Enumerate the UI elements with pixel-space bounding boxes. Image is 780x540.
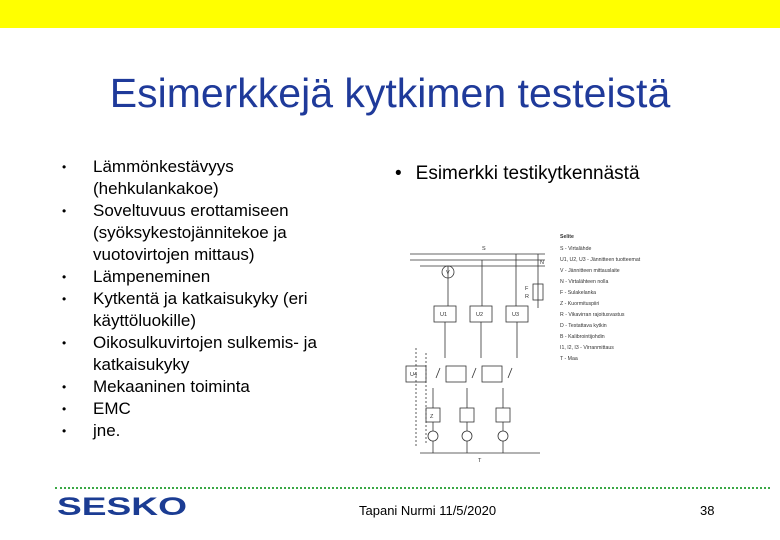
legend-item: Z - Kuormituspiiri [560,301,600,307]
bullet-item: • Lämmönkestävyys (hehkulankakoe) [62,156,347,200]
legend-item: B - Kalibrointijohdin [560,334,605,340]
footer-separator [55,487,770,489]
diagram-label-u4: U4 [410,372,418,378]
diagram-label-d1: U1 [440,312,448,318]
legend-item: I1, I2, I3 - Virranmittaus [560,345,614,351]
slide-title: Esimerkkejä kytkimen testeistä [109,70,671,116]
bullet-list [62,156,347,442]
legend-item: S - Virtalähde [560,246,592,252]
legend-item: V - Jännitteen mittauslaite [560,268,620,274]
bullet-item: • Oikosulkuvirtojen sulkemis- ja katkaisukyky [62,332,347,376]
logo-text: SESKO [57,494,187,518]
diagram-label-z: Z [430,414,434,420]
top-accent-bar [0,0,780,28]
legend-item: F - Sulakelanka [560,290,597,296]
bullet-item: • Kytkentä ja katkaisukyky (eri käyttöluokille) [62,288,347,332]
diagram-label-s: S [482,246,486,252]
right-heading-text: Esimerkki testikytkennästä [415,163,640,184]
page-number: 38 [700,503,715,518]
bullet-item: • Mekaaninen toiminta [62,376,347,398]
legend-item: U1, U2, U3 - Jännitteen tuotteemat [560,257,641,263]
diagram-label-n: N [540,260,544,266]
sesko-logo [57,494,189,518]
legend-item: D - Testattava kytkin [560,323,607,329]
footer-author-date: Tapani Nurmi 11/5/2020 [359,503,497,518]
bullet-item: • Soveltuvuus erottamiseen (syöksykestojännitekoe ja vuotovirtojen mittaus) [62,200,347,266]
bullet-item: • jne. [62,420,347,442]
diagram-label-f: F [525,286,529,292]
bullet-item: • Lämpeneminen [62,266,347,288]
legend-title: Selite [560,234,574,240]
diagram-label-d2: U2 [476,312,484,318]
diagram-label-v: V [446,270,450,276]
bullet-item: • EMC [62,398,347,420]
test-circuit-diagram [400,228,720,472]
legend-item: T - Maa [560,356,578,362]
right-heading [395,163,640,185]
diagram-label-r: R [525,294,529,300]
bullet-dot: • [395,163,402,184]
diagram-label-d3: U3 [512,312,520,318]
legend-item: R - Vikavirran rajoitusvastus [560,312,625,318]
legend-item: N - Virtalähteen nolla [560,279,609,285]
diagram-label-t: T [478,458,482,464]
